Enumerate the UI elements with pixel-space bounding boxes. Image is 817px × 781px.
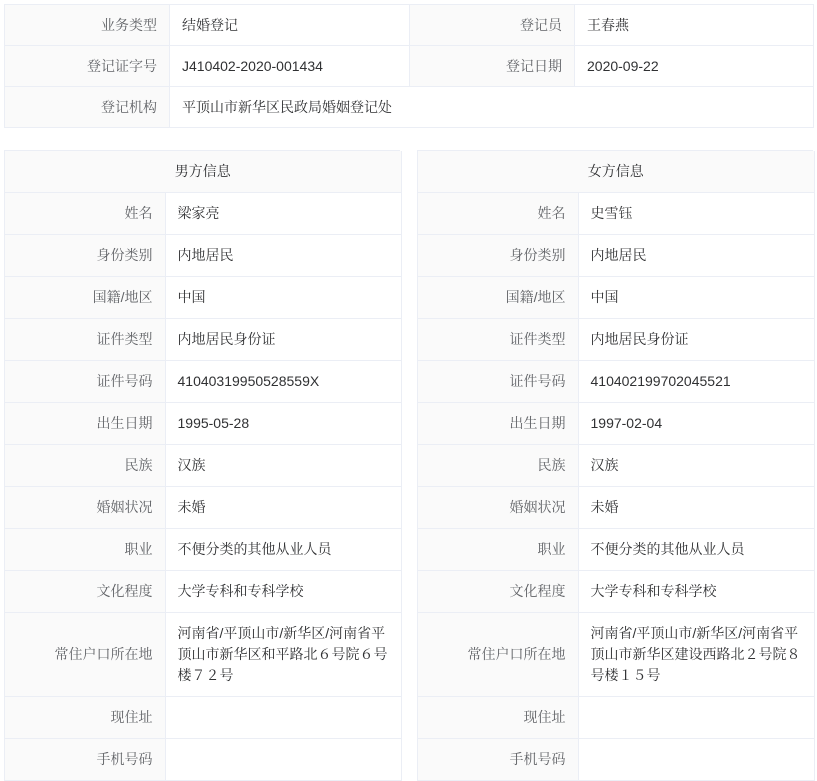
party-info-section — [4, 150, 813, 781]
female-household-address-value: 河南省/平顶山市/新华区/河南省平顶山市新华区建设西路北２号院８号楼１５号 — [578, 613, 814, 697]
female-current-address-label: 现住址 — [418, 697, 578, 739]
table-row — [5, 277, 401, 319]
table-row — [418, 193, 814, 235]
female-marital-status-value: 未婚 — [578, 487, 814, 529]
marriage-registration-detail-page — [0, 4, 817, 781]
male-party-title: 男方信息 — [5, 151, 401, 193]
female-party-table — [418, 151, 815, 781]
male-id-type-value: 内地居民身份证 — [165, 319, 401, 361]
table-row — [5, 319, 401, 361]
female-ethnicity-label: 民族 — [418, 445, 578, 487]
table-row — [5, 5, 814, 46]
female-education-value: 大学专科和专科学校 — [578, 571, 814, 613]
table-row — [5, 151, 401, 193]
male-phone-value — [165, 739, 401, 781]
table-row — [5, 529, 401, 571]
male-id-number-value: 41040319950528559X — [165, 361, 401, 403]
female-id-number-value: 410402199702045521 — [578, 361, 814, 403]
registration-office-value: 平顶山市新华区民政局婚姻登记处 — [170, 87, 814, 128]
male-phone-label: 手机号码 — [5, 739, 165, 781]
registration-date-value: 2020-09-22 — [575, 46, 814, 87]
registration-office-label: 登记机构 — [5, 87, 170, 128]
male-party-card — [4, 150, 400, 781]
table-row — [5, 487, 401, 529]
male-household-address-value: 河南省/平顶山市/新华区/河南省平顶山市新华区和平路北６号院６号楼７２号 — [165, 613, 401, 697]
table-row — [5, 235, 401, 277]
registration-summary-table — [4, 4, 814, 128]
table-row — [418, 529, 814, 571]
table-row — [418, 445, 814, 487]
male-nationality-label: 国籍/地区 — [5, 277, 165, 319]
male-identity-category-value: 内地居民 — [165, 235, 401, 277]
female-id-type-value: 内地居民身份证 — [578, 319, 814, 361]
male-id-number-label: 证件号码 — [5, 361, 165, 403]
female-name-value: 史雪钰 — [578, 193, 814, 235]
registration-date-label: 登记日期 — [410, 46, 575, 87]
male-current-address-label: 现住址 — [5, 697, 165, 739]
female-nationality-label: 国籍/地区 — [418, 277, 578, 319]
female-identity-category-label: 身份类别 — [418, 235, 578, 277]
table-row — [418, 403, 814, 445]
table-row — [418, 571, 814, 613]
male-name-label: 姓名 — [5, 193, 165, 235]
male-identity-category-label: 身份类别 — [5, 235, 165, 277]
business-type-label: 业务类型 — [5, 5, 170, 46]
table-row — [418, 277, 814, 319]
business-type-value: 结婚登记 — [170, 5, 410, 46]
female-birthdate-label: 出生日期 — [418, 403, 578, 445]
male-occupation-label: 职业 — [5, 529, 165, 571]
table-row — [418, 613, 814, 697]
certificate-number-label: 登记证字号 — [5, 46, 170, 87]
male-current-address-value — [165, 697, 401, 739]
female-occupation-label: 职业 — [418, 529, 578, 571]
table-row — [5, 193, 401, 235]
table-row — [5, 613, 401, 697]
male-education-label: 文化程度 — [5, 571, 165, 613]
table-row — [418, 697, 814, 739]
female-phone-label: 手机号码 — [418, 739, 578, 781]
table-row — [5, 571, 401, 613]
female-party-card — [417, 150, 813, 781]
male-id-type-label: 证件类型 — [5, 319, 165, 361]
table-row — [5, 445, 401, 487]
female-id-number-label: 证件号码 — [418, 361, 578, 403]
registrar-label: 登记员 — [410, 5, 575, 46]
table-row — [418, 319, 814, 361]
registrar-value: 王春燕 — [575, 5, 814, 46]
certificate-number-value: J410402-2020-001434 — [170, 46, 410, 87]
table-row — [5, 46, 814, 87]
female-nationality-value: 中国 — [578, 277, 814, 319]
male-nationality-value: 中国 — [165, 277, 401, 319]
male-party-table — [5, 151, 402, 781]
female-marital-status-label: 婚姻状况 — [418, 487, 578, 529]
male-ethnicity-label: 民族 — [5, 445, 165, 487]
table-row — [5, 739, 401, 781]
female-id-type-label: 证件类型 — [418, 319, 578, 361]
female-identity-category-value: 内地居民 — [578, 235, 814, 277]
male-household-address-label: 常住户口所在地 — [5, 613, 165, 697]
female-birthdate-value: 1997-02-04 — [578, 403, 814, 445]
male-occupation-value: 不便分类的其他从业人员 — [165, 529, 401, 571]
table-row — [5, 87, 814, 128]
table-row — [418, 235, 814, 277]
female-phone-value — [578, 739, 814, 781]
table-row — [418, 151, 814, 193]
male-marital-status-value: 未婚 — [165, 487, 401, 529]
table-row — [5, 361, 401, 403]
female-ethnicity-value: 汉族 — [578, 445, 814, 487]
male-marital-status-label: 婚姻状况 — [5, 487, 165, 529]
table-row — [418, 739, 814, 781]
female-occupation-value: 不便分类的其他从业人员 — [578, 529, 814, 571]
table-row — [418, 487, 814, 529]
table-row — [5, 403, 401, 445]
male-name-value: 梁家亮 — [165, 193, 401, 235]
male-education-value: 大学专科和专科学校 — [165, 571, 401, 613]
female-education-label: 文化程度 — [418, 571, 578, 613]
table-row — [418, 361, 814, 403]
female-household-address-label: 常住户口所在地 — [418, 613, 578, 697]
male-birthdate-label: 出生日期 — [5, 403, 165, 445]
female-party-title: 女方信息 — [418, 151, 814, 193]
female-current-address-value — [578, 697, 814, 739]
table-row — [5, 697, 401, 739]
male-birthdate-value: 1995-05-28 — [165, 403, 401, 445]
male-ethnicity-value: 汉族 — [165, 445, 401, 487]
female-name-label: 姓名 — [418, 193, 578, 235]
